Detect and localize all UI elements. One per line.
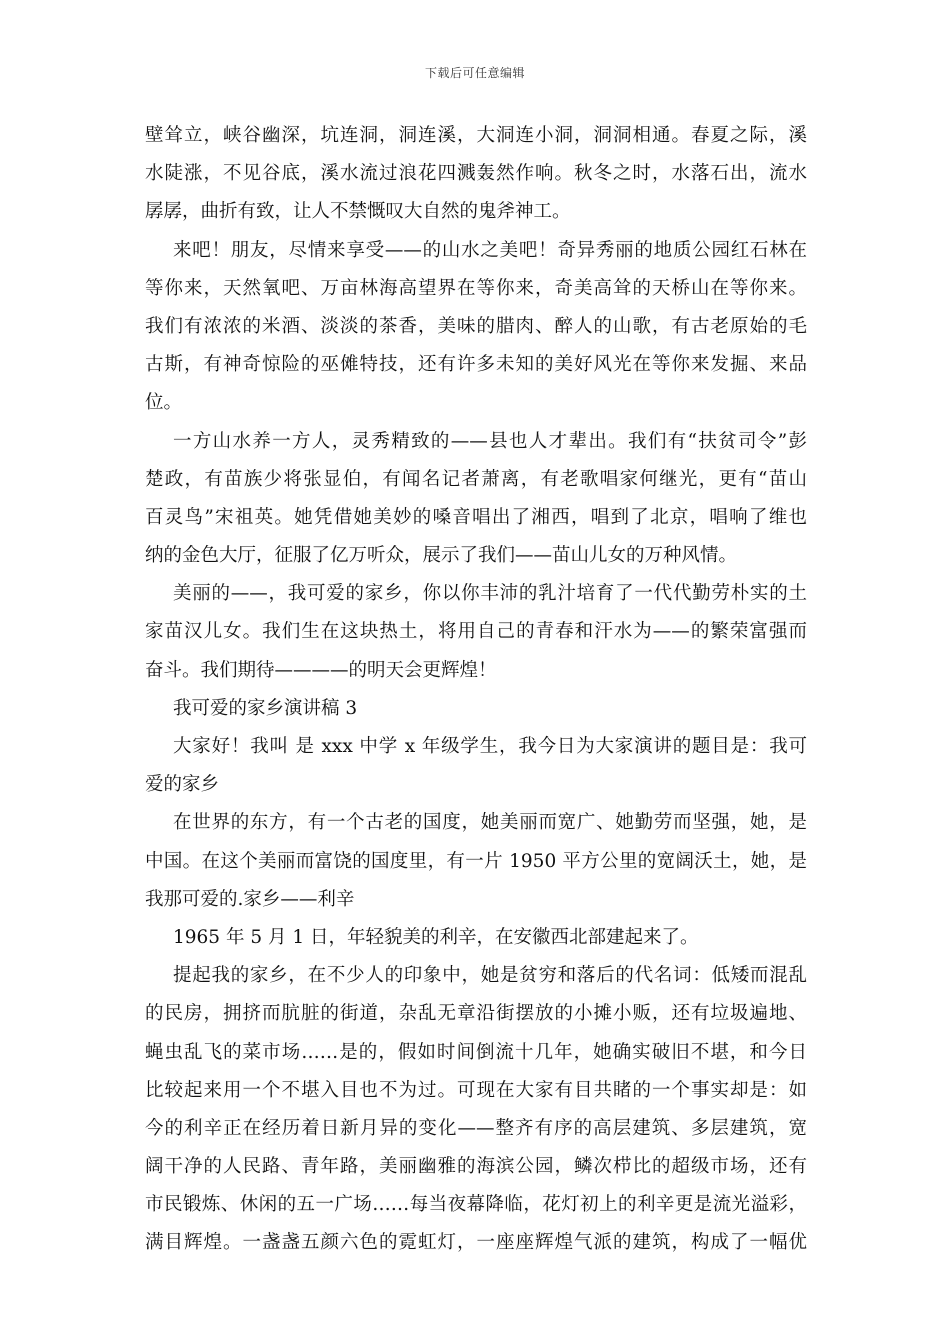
text-line: 在世界的东方，有一个古老的国度，她美丽而宽广、她勤劳而坚强，她，是 <box>173 812 807 834</box>
text-line: 提起我的家乡，在不少人的印象中，她是贫穷和落后的代名词：低矮而混乱 <box>173 965 807 987</box>
text-line: 阔干净的人民路、青年路，美丽幽雅的海滨公园，鳞次栉比的超级市场，还有 <box>145 1156 807 1178</box>
text-line: 水陡涨，不见谷底，溪水流过浪花四溅轰然作响。秋冬之时，水落石出，流水 <box>145 163 807 185</box>
text-line: 的民房，拥挤而肮脏的街道，杂乱无章沿街摆放的小摊小贩，还有垃圾遍地、 <box>145 1003 807 1025</box>
text-line: 1965 年 5 月 1 日，年轻貌美的利辛，在安徽西北部建起来了。 <box>173 926 699 948</box>
text-line: 楚政，有苗族少将张显伯，有闻名记者萧离，有老歌唱家何继光，更有“苗山 <box>145 468 807 490</box>
text-line: 大家好！我叫 是 xxx 中学 x 年级学生，我今日为大家演讲的题目是：我可 <box>173 736 807 757</box>
text-line: 纳的金色大厅，征服了亿万听众，展示了我们——苗山儿女的万种风情。 <box>145 545 738 567</box>
text-line: 来吧！朋友，尽情来享受——的山水之美吧！奇异秀丽的地质公园红石林在 <box>173 239 807 261</box>
text-line: 一方山水养一方人，灵秀精致的——县也人才辈出。我们有“扶贫司令”彭 <box>173 430 807 452</box>
text-line: 中国。在这个美丽而富饶的国度里，有一片 1950 平方公里的宽阔沃土，她，是 <box>145 850 807 872</box>
text-line: 我可爱的家乡演讲稿 3 <box>173 697 358 719</box>
text-line: 百灵鸟”宋祖英。她凭借她美妙的嗓音唱出了湘西，唱到了北京，唱响了维也 <box>145 506 807 528</box>
text-line: 位。 <box>145 392 183 414</box>
text-line: 比较起来用一个不堪入目也不为过。可现在大家有目共睹的一个事实却是：如 <box>145 1079 807 1101</box>
text-line: 我那可爱的.家乡——利辛 <box>145 888 355 910</box>
text-line: 美丽的——，我可爱的家乡，你以你丰沛的乳汁培育了一代代勤劳朴实的土 <box>173 583 807 605</box>
text-line: 爱的家乡 <box>145 774 220 796</box>
text-line: 蝇虫乱飞的菜市场……是的，假如时间倒流十几年，她确实破旧不堪，和今日 <box>145 1041 807 1063</box>
text-line: 孱孱，曲折有致，让人不禁慨叹大自然的鬼斧神工。 <box>145 201 571 223</box>
text-line: 满目辉煌。一盏盏五颜六色的霓虹灯，一座座辉煌气派的建筑，构成了一幅优 <box>145 1232 807 1254</box>
document-body <box>145 117 807 1263</box>
text-line: 古斯，有神奇惊险的巫傩特技，还有许多未知的美好风光在等你来发掘、来品 <box>145 354 807 376</box>
text-line: 等你来，天然氧吧、万亩林海高望界在等你来，奇美高耸的天桥山在等你来。 <box>145 277 807 299</box>
text-line: 市民锻炼、休闲的五一广场……每当夜幕降临，花灯初上的利辛更是流光溢彩， <box>145 1194 807 1216</box>
text-line: 家苗汉儿女。我们生在这块热土，将用自己的青春和汗水为——的繁荣富强而 <box>145 621 807 643</box>
text-line: 今的利辛正在经历着日新月异的变化——整齐有序的高层建筑、多层建筑，宽 <box>145 1117 807 1139</box>
page-header: 下载后可任意编辑 <box>424 66 525 80</box>
text-line: 我们有浓浓的米酒、淡淡的茶香，美味的腊肉、醉人的山歌，有古老原始的毛 <box>145 315 807 337</box>
text-line: 壁耸立，峡谷幽深，坑连洞，洞连溪，大洞连小洞，洞洞相通。春夏之际，溪 <box>145 125 807 146</box>
text-line: 奋斗。我们期待————的明天会更辉煌！ <box>145 659 497 681</box>
